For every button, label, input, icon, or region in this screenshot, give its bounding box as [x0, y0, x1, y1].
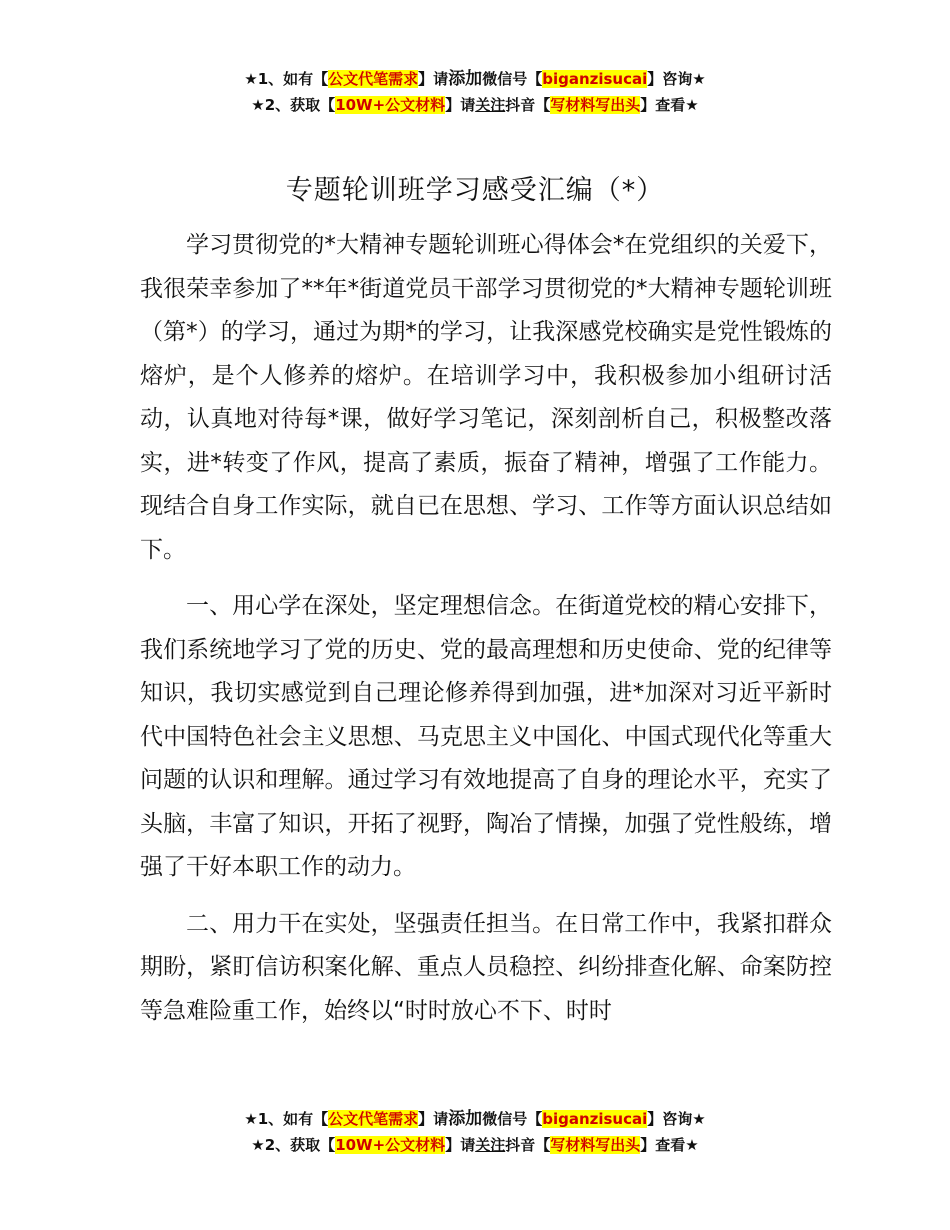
banner-wechat-id: biganzisucai — [542, 1110, 648, 1128]
banner-text: 】查看★ — [640, 96, 699, 114]
footer-banner — [0, 1106, 950, 1158]
banner-text: 微信号【 — [482, 1110, 543, 1128]
banner-line-2 — [0, 1132, 950, 1158]
paragraph-section-2: 二、用力干在实处，坚强责任担当。在日常工作中，我紧扣群众期盼，紧盯信访积案化解、重点人员稳控、纠纷排查化解、命案防控等急难险重工作，始终以“时时放心不下、时时 — [140, 910, 832, 1024]
banner-text: 】请 — [418, 70, 449, 88]
banner-emphasis: 添加 — [448, 1109, 483, 1129]
banner-text: 】请 — [445, 96, 476, 114]
banner-text: 】请 — [445, 1136, 476, 1154]
banner-douyin-id: 写材料写出头 — [550, 96, 641, 114]
document-body — [140, 224, 832, 1046]
banner-wechat-id: biganzisucai — [542, 70, 648, 88]
header-banner — [0, 66, 950, 118]
banner-text: 】请 — [418, 1110, 449, 1128]
banner-text: ★1、如有【 — [244, 70, 329, 88]
banner-emphasis: 添加 — [448, 69, 483, 89]
banner-emphasis: 关注 — [475, 1136, 506, 1154]
banner-text: 】查看★ — [640, 1136, 699, 1154]
banner-line-2 — [0, 92, 950, 118]
banner-line-1 — [0, 1106, 950, 1132]
banner-emphasis: 关注 — [475, 96, 506, 114]
paragraph-section-1: 一、用心学在深处，坚定理想信念。在街道党校的精心安排下，我们系统地学习了党的历史、党的最高理想和历史使命、党的纪律等知识，我切实感觉到自己理论修养得到加强，进*加深对习近平新时代中国特色社会主义思想、马克思主义中国化、中国式现代化等重大问题的认识和理解。通过学习有效地提高了自身的理论水平，充实了头脑，丰富了知识，开拓了视野，陶冶了情操，加强了党性般练，增强了干好本职工作的动力。 — [140, 593, 832, 880]
banner-douyin-id: 写材料写出头 — [550, 1136, 641, 1154]
banner-text: 抖音【 — [505, 96, 551, 114]
banner-text: 抖音【 — [505, 1136, 551, 1154]
banner-text: ★1、如有【 — [244, 1110, 329, 1128]
document-title: 专题轮训班学习感受汇编（*） — [285, 175, 665, 206]
banner-highlight: 公文代笔需求 — [328, 1110, 419, 1128]
banner-text: 】咨询★ — [647, 1110, 706, 1128]
banner-highlight: 10W+公文材料 — [335, 96, 446, 114]
banner-line-1 — [0, 66, 950, 92]
banner-text: 】咨询★ — [647, 70, 706, 88]
banner-highlight: 公文代笔需求 — [328, 70, 419, 88]
banner-highlight: 10W+公文材料 — [335, 1136, 446, 1154]
banner-text: ★2、获取【 — [251, 1136, 336, 1154]
paragraph-intro: 学习贯彻党的*大精神专题轮训班心得体会*在党组织的关爱下，我很荣幸参加了**年*街道党员干部学习贯彻党的*大精神专题轮训班（第*）的学习，通过为期*的学习，让我深感党校确实是党性锻炼的熔炉，是个人修养的熔炉。在培训学习中，我积极参加小组研讨活动，认真地对待每*课，做好学习笔记，深刻剖析自己，积极整改落实，进*转变了作风，提高了素质，振奋了精神，增强了工作能力。现结合自身工作实际，就自已在思想、学习、工作等方面认识总结如下。 — [140, 232, 832, 563]
banner-text: 微信号【 — [482, 70, 543, 88]
banner-text: ★2、获取【 — [251, 96, 336, 114]
